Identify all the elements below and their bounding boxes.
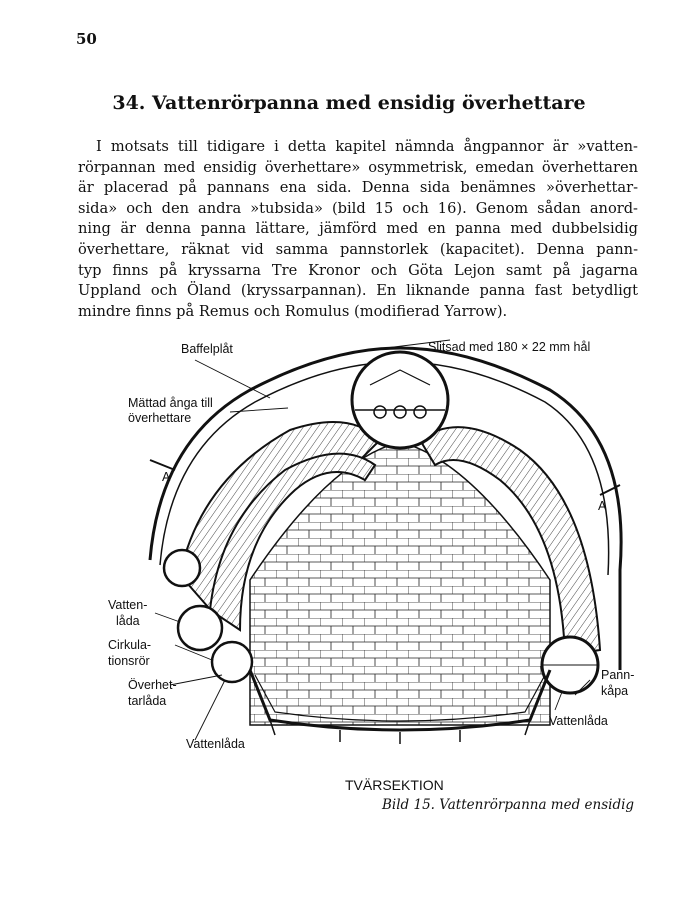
paragraph-line: sida» och den andra »tubsida» (bild 15 och 16). Genom sådan anord- (78, 199, 638, 217)
label-overhettarlada-1: Överhet- (128, 678, 177, 692)
paragraph-line: Uppland och Öland (kryssarpannan). En liknande panna fast betydligt (78, 282, 638, 300)
label-pannkapa-1: Pann- (601, 668, 635, 682)
label-pannkapa-2: kåpa (601, 684, 629, 698)
section-heading: 34. Vattenrörpanna med ensidig överhettare (112, 92, 586, 114)
label-section-a-left: A (162, 470, 171, 484)
paragraph-line: typ finns på kryssarna Tre Kronor och Göta Lejon samt på jagarna (78, 261, 638, 279)
label-section-a-right: A (598, 499, 607, 513)
label-mattad-2: överhettare (128, 411, 192, 425)
figure-caption: Bild 15. Vattenrörpanna med ensidig (382, 797, 635, 813)
superheater-header (164, 550, 200, 586)
label-vattenlada-right: Vattenlåda (549, 714, 608, 728)
label-slitsad: Slitsad med 180 × 22 mm hål (428, 340, 591, 354)
paragraph-line: I motsats till tidigare i detta kapitel nämnda ångpannor är »vatten- (96, 138, 638, 155)
paragraph-line: ning är denna panna lättare, jämförd med en panna med dubbelsidig (78, 220, 638, 238)
figure-title: TVÄRSEKTION (345, 777, 444, 793)
water-drum-left (178, 606, 222, 650)
label-cirkulation-1: Cirkula- (108, 638, 152, 652)
label-baffelplat: Baffelplåt (181, 342, 233, 356)
label-cirkulation-2: tionsrör (108, 654, 150, 668)
label-vattenlada-1: Vatten- (108, 598, 148, 612)
label-overhettarlada-2: tarlåda (128, 694, 167, 708)
body-paragraph (78, 137, 638, 322)
paragraph-line: överhettare, räknat vid samma pannstorlek (kapacitet). Denna pann- (78, 240, 638, 258)
label-mattad-1: Mättad ånga till (128, 396, 213, 410)
steam-drum (352, 352, 448, 448)
page-number: 50 (76, 30, 97, 48)
paragraph-line: mindre finns på Remus och Romulus (modifierad Yarrow). (78, 302, 508, 320)
paragraph-line: är placerad på pannans ena sida. Denna sida benämnes »överhettar- (78, 179, 638, 197)
label-vattenlada-2: låda (116, 614, 140, 628)
paragraph-line: rörpannan med ensidig överhettare» osymmetrisk, emedan överhettaren (78, 158, 638, 176)
label-vattenlada-bottom: Vattenlåda (186, 737, 245, 751)
